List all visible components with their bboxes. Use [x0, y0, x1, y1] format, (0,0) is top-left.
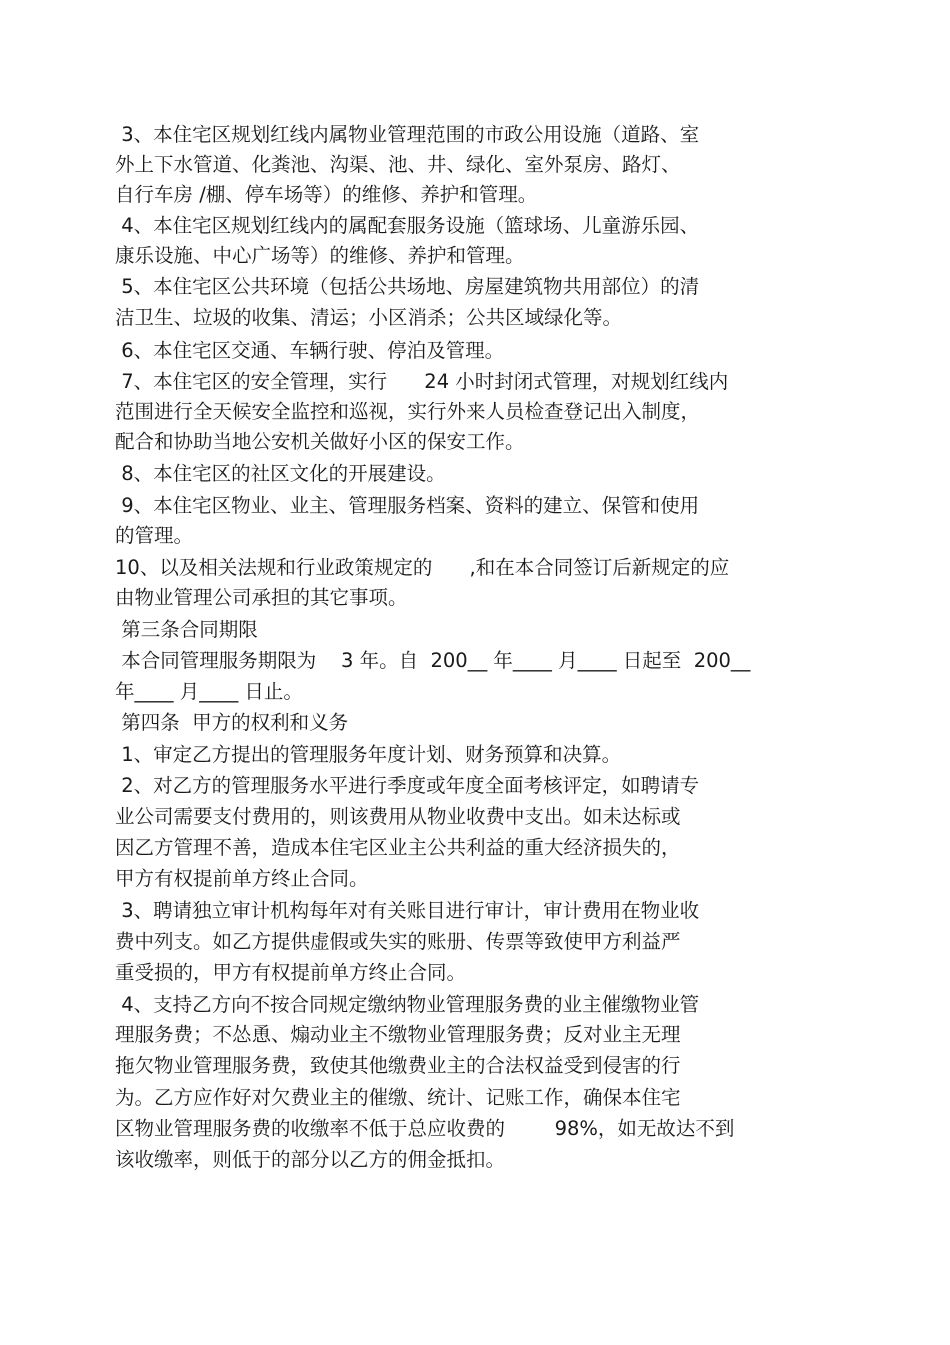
text-line: 8、本住宅区的社区文化的开展建设。	[115, 462, 446, 485]
text-line: 7、本住宅区的安全管理，实行 24 小时封闭式管理，对规划红线内	[115, 370, 729, 393]
text-line: 4、支持乙方向不按合同规定缴纳物业管理服务费的业主催缴物业管	[115, 993, 700, 1016]
text-line: 为。乙方应作好对欠费业主的催缴、统计、记账工作，确保本住宅	[115, 1086, 681, 1109]
text-line: 1、审定乙方提出的管理服务年度计划、财务预算和决算。	[115, 743, 622, 766]
text-line: 费中列支。如乙方提供虚假或失实的账册、传票等致使甲方利益严	[115, 930, 681, 953]
text-line: 4、本住宅区规划红线内的属配套服务设施（篮球场、儿童游乐园、	[115, 214, 700, 237]
text-line: 第四条 甲方的权利和义务	[115, 711, 349, 734]
text-line: 第三条合同期限	[115, 618, 258, 641]
text-line: 6、本住宅区交通、车辆行驶、停泊及管理。	[115, 339, 505, 362]
text-line: 5、本住宅区公共环境（包括公共场地、房屋建筑物共用部位）的清	[115, 275, 700, 298]
text-line: 本合同管理服务期限为 3 年。自 200__ 年____ 月____ 日起至 200__	[115, 649, 751, 672]
text-line: 由物业管理公司承担的其它事项。	[115, 586, 408, 609]
text-line: 范围进行全天候安全监控和巡视，实行外来人员检查登记出入制度，	[115, 400, 701, 423]
text-line: 区物业管理服务费的收缴率不低于总应收费的 98%，如无故达不到	[115, 1117, 735, 1140]
text-line: 年____ 月____ 日止。	[115, 680, 303, 703]
text-line: 自行车房 /棚、停车场等）的维修、养护和管理。	[115, 183, 538, 206]
text-line: 甲方有权提前单方终止合同。	[115, 867, 369, 890]
text-line: 的管理。	[115, 524, 194, 547]
text-line: 3、本住宅区规划红线内属物业管理范围的市政公用设施（道路、室	[115, 123, 700, 146]
text-line: 拖欠物业管理服务费，致使其他缴费业主的合法权益受到侵害的行	[115, 1054, 681, 1077]
text-line: 业公司需要支付费用的，则该费用从物业收费中支出。如未达标或	[115, 805, 681, 828]
text-line: 2、对乙方的管理服务水平进行季度或年度全面考核评定，如聘请专	[115, 774, 700, 797]
text-line: 康乐设施、中心广场等）的维修、养护和管理。	[115, 244, 525, 267]
text-line: 外上下水管道、化粪池、沟渠、池、井、绿化、室外泵房、路灯、	[115, 153, 681, 176]
text-line: 配合和协助当地公安机关做好小区的保安工作。	[115, 430, 525, 453]
text-line: 9、本住宅区物业、业主、管理服务档案、资料的建立、保管和使用	[115, 494, 700, 517]
text-line: 洁卫生、垃圾的收集、清运；小区消杀；公共区域绿化等。	[115, 306, 623, 329]
text-line: 3、聘请独立审计机构每年对有关账目进行审计，审计费用在物业收	[115, 899, 700, 922]
text-line: 该收缴率，则低于的部分以乙方的佣金抵扣。	[115, 1148, 506, 1171]
text-line: 重受损的，甲方有权提前单方终止合同。	[115, 961, 467, 984]
text-line: 10、以及相关法规和行业政策规定的 ,和在本合同签订后新规定的应	[115, 556, 730, 579]
text-line: 因乙方管理不善，造成本住宅区业主公共利益的重大经济损失的，	[115, 836, 681, 859]
text-line: 理服务费；不怂恿、煽动业主不缴物业管理服务费；反对业主无理	[115, 1023, 681, 1046]
